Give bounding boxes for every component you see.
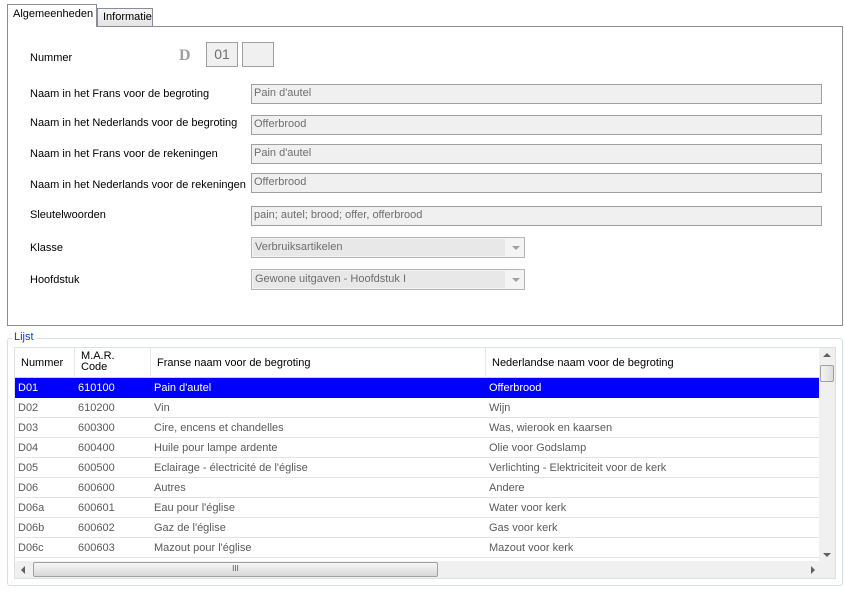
- cell-nl: Mazout voor kerk: [489, 542, 574, 554]
- tab-algemeenheden-label: Algemeenheden: [13, 8, 94, 20]
- cell-code: 600602: [78, 522, 115, 534]
- hoofdstuk-value: Gewone uitgaven - Hoofdstuk I: [253, 271, 505, 288]
- nummer-prefix: D: [179, 47, 191, 64]
- table-row[interactable]: [15, 398, 821, 418]
- vertical-scroll-thumb[interactable]: [820, 365, 834, 382]
- scroll-grip: III: [232, 564, 239, 573]
- klasse-value: Verbruiksartikelen: [253, 239, 505, 256]
- naam-fr-rekeningen-field[interactable]: Pain d'autel: [251, 144, 822, 164]
- hoofdstuk-select[interactable]: [251, 269, 525, 290]
- naam-nl-begroting-label: Naam in het Nederlands voor de begroting: [30, 117, 238, 129]
- table-row[interactable]: [15, 378, 821, 398]
- hoofdstuk-label: Hoofdstuk: [30, 274, 80, 286]
- cell-nl: Gas voor kerk: [489, 522, 558, 534]
- klasse-select[interactable]: [251, 237, 525, 258]
- horizontal-scrollbar[interactable]: [15, 561, 821, 578]
- nummer-part1-field[interactable]: 01: [206, 42, 238, 67]
- scroll-right-icon[interactable]: [811, 566, 815, 574]
- cell-nl: Water voor kerk: [489, 502, 567, 514]
- scroll-up-icon[interactable]: [823, 353, 831, 357]
- tab-informatie[interactable]: [97, 8, 153, 26]
- cell-nummer: D06c: [18, 542, 44, 554]
- scroll-down-icon[interactable]: [823, 553, 831, 557]
- cell-code: 600601: [78, 502, 115, 514]
- cell-code: 610200: [78, 402, 115, 414]
- sleutelwoorden-field[interactable]: pain; autel; brood; offer, offerbrood: [251, 206, 822, 226]
- cell-code: 600400: [78, 442, 115, 454]
- cell-code: 600600: [78, 482, 115, 494]
- cell-nummer: D03: [18, 422, 39, 434]
- nummer-label: Nummer: [30, 52, 73, 64]
- naam-nl-rekeningen-field[interactable]: Offerbrood: [251, 173, 822, 193]
- cell-nl: Andere: [489, 482, 525, 494]
- cell-nummer: D01: [18, 382, 39, 394]
- tab-algemeenheden[interactable]: [7, 4, 97, 27]
- column-header-nl[interactable]: Nederlandse naam voor de begroting: [486, 348, 821, 378]
- lijst-title: Lijst: [14, 331, 34, 343]
- cell-fr: Gaz de l'église: [154, 522, 226, 534]
- cell-fr: Eau pour l'église: [154, 502, 235, 514]
- cell-fr: Vin: [154, 402, 170, 414]
- cell-nl: Olie voor Godslamp: [489, 442, 587, 454]
- column-header-mar-line1: M.A.R.: [81, 350, 115, 362]
- table-row[interactable]: [15, 538, 821, 558]
- grid-rows: [15, 378, 821, 558]
- cell-code: 600500: [78, 462, 115, 474]
- cell-nummer: D06a: [18, 502, 45, 514]
- naam-nl-rekeningen-label: Naam in het Nederlands voor de rekeningen: [30, 179, 246, 191]
- cell-fr: Mazout pour l'église: [154, 542, 252, 554]
- sleutelwoorden-label: Sleutelwoorden: [30, 209, 106, 221]
- column-header-mar-line2: Code: [81, 361, 108, 373]
- cell-fr: Eclairage - électricité de l'église: [154, 462, 308, 474]
- column-header-mar-code[interactable]: [75, 348, 151, 378]
- table-row[interactable]: [15, 438, 821, 458]
- general-panel: [7, 26, 843, 326]
- naam-fr-rekeningen-label: Naam in het Frans voor de rekeningen: [30, 148, 218, 160]
- table-row[interactable]: [15, 498, 821, 518]
- naam-fr-begroting-label: Naam in het Frans voor de begroting: [30, 88, 210, 100]
- cell-nl: Was, wierook en kaarsen: [489, 422, 613, 434]
- cell-fr: Pain d'autel: [154, 382, 212, 394]
- column-header-nummer[interactable]: Nummer: [15, 348, 75, 378]
- horizontal-scroll-thumb[interactable]: [33, 562, 438, 577]
- naam-nl-begroting-field[interactable]: Offerbrood: [251, 115, 822, 135]
- table-row[interactable]: [15, 458, 821, 478]
- cell-nummer: D04: [18, 442, 39, 454]
- cell-nummer: D02: [18, 402, 39, 414]
- grid-header: [15, 348, 821, 378]
- lijst-grid: [14, 347, 836, 579]
- cell-nummer: D05: [18, 462, 39, 474]
- vertical-scrollbar[interactable]: [819, 348, 835, 562]
- cell-code: 600603: [78, 542, 115, 554]
- cell-fr: Autres: [154, 482, 186, 494]
- cell-nl: Verlichting - Elektriciteit voor de kerk: [489, 462, 667, 474]
- cell-code: 600300: [78, 422, 115, 434]
- cell-fr: Cire, encens et chandelles: [154, 422, 284, 434]
- table-row[interactable]: [15, 418, 821, 438]
- tab-informatie-label: Informatie: [103, 11, 152, 23]
- klasse-label: Klasse: [30, 242, 64, 254]
- column-header-fr[interactable]: Franse naam voor de begroting: [151, 348, 486, 378]
- cell-code: 610100: [78, 382, 115, 394]
- nummer-part2-field[interactable]: [242, 42, 274, 67]
- cell-fr: Huile pour lampe ardente: [154, 442, 278, 454]
- table-row[interactable]: [15, 518, 821, 538]
- cell-nl: Wijn: [489, 402, 511, 414]
- chevron-down-icon[interactable]: [512, 246, 520, 250]
- cell-nummer: D06: [18, 482, 39, 494]
- cell-nl: Offerbrood: [489, 382, 542, 394]
- chevron-down-icon[interactable]: [512, 278, 520, 282]
- scrollbar-corner: [819, 561, 835, 578]
- scroll-left-icon[interactable]: [21, 566, 25, 574]
- naam-fr-begroting-field[interactable]: Pain d'autel: [251, 84, 822, 104]
- table-row[interactable]: [15, 478, 821, 498]
- cell-nummer: D06b: [18, 522, 45, 534]
